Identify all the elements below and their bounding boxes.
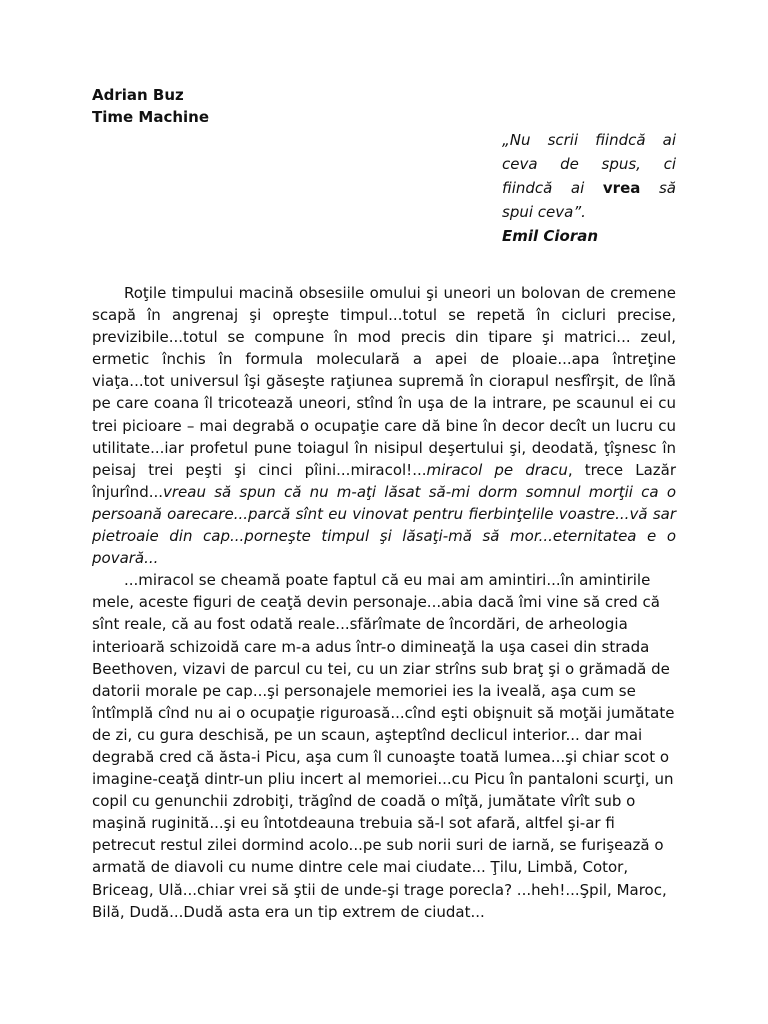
paragraph-2: ...miracol se cheamă poate faptul că eu mai am amintiri...în amintirile mele, aceste figuri de ceaţă devin personaje...abia dacă îmi vine să cred că sînt reale, că au fost odată reale...sfărîmate de încordări, de arheologia interioară schizoidă care m-a adus într-o dimineaţă la uşa casei din strada Beethoven, vizavi de parcul cu tei, cu un ziar strîns sub braţ şi o grămadă de datorii morale pe cap...şi personajele memoriei ies la iveală, aşa cum se întîmplă cînd nu ai o ocupaţie riguroasă...cînd eşti obişnuit să moţăi jumătate de zi, cu gura deschisă, pe un scaun, aşteptînd declicul interior... dar mai degrabă cred că ăsta-i Picu, aşa cum îl cunoaşte toată lumea...şi chiar scot o imagine-ceaţă dintr-un pliu incert al memoriei...cu Picu în pantaloni scurţi, un copil cu genunchii zdrobiţi, trăgînd de coadă o mîţă, jumătate vîrît sub o maşină ruginită...şi eu întotdeauna trebuia să-l sot afară, altfel şi-ar fi petrecut restul zilei dormind acolo...pe sub norii suri de iarnă, se furişează o armată de diavoli cu nume dintre cele mai ciudate... Ţilu, Limbă, Cotor, Briceag, Ulă...chiar vrei să ştii de unde-şi trage porecla? ...heh!...Şpil, Maroc, Bilă, Dudă...Dudă asta era un tip extrem de ciudat... xyxy=(92,571,675,921)
epigraph-line-2 xyxy=(502,152,676,176)
epigraph-line-1: „Nu scrii fiindcă ai xyxy=(502,131,676,149)
paragraph-1-italic-1: miracol pe dracu xyxy=(426,460,568,479)
paragraph-1-text-2: , trece Lazăr înjurînd... xyxy=(92,460,676,501)
epigraph-line-3-end: să xyxy=(640,179,676,197)
epigraph-author: Emil Cioran xyxy=(502,227,599,245)
author-name: Adrian Buz xyxy=(92,86,184,104)
paragraph-1 xyxy=(92,282,676,569)
epigraph-line-4: spui ceva”. xyxy=(502,203,586,221)
document-title: Time Machine xyxy=(92,108,210,126)
paragraph-1-text: Roţile timpului macină obsesiile omului şi uneori un bolovan de cremene scapă în angrenaj şi opreşte timpul...totul se repetă în cicluri precise, previzibile...totul se compune în mod precis din tipare şi matrici... zeul, ermetic închis în formula moleculară a apei de ploaie...apa întreţine viaţa...tot universul îşi găseşte raţiunea supremă în ciorapul nesfîrşit, de lînă pe care coana îl tricotează uneori, stînd în uşa de la intrare, pe scaunul ei cu trei picioare – mai degrabă o ocupaţie care dă bine în decor decît un lucru cu utilitate...iar profetul pune toiagul în nisipul deşertului şi, deodată, ţîşnesc în peisaj trei peşti şi cinci pîini...miracol!... xyxy=(92,284,676,479)
epigraph-line-2-text: ceva de spus, ci xyxy=(502,155,676,173)
epigraph-emphasis: vrea xyxy=(602,179,641,197)
document-body xyxy=(92,282,676,923)
epigraph-line-3-start: fiindcă ai xyxy=(502,179,603,197)
document-header xyxy=(92,84,209,128)
epigraph-line-3 xyxy=(502,176,676,200)
epigraph xyxy=(502,128,676,248)
paragraph-1-italic-2: vreau să spun că nu m-aţi lăsat să-mi dorm somnul morţii ca o persoană oarecare...parcă sînt eu vinovat pentru fierbinţelile voastre...vă sar pietroaie din cap...porneşte timpul şi lăsaţi-mă să mor...eternitatea e o povară... xyxy=(92,482,676,568)
